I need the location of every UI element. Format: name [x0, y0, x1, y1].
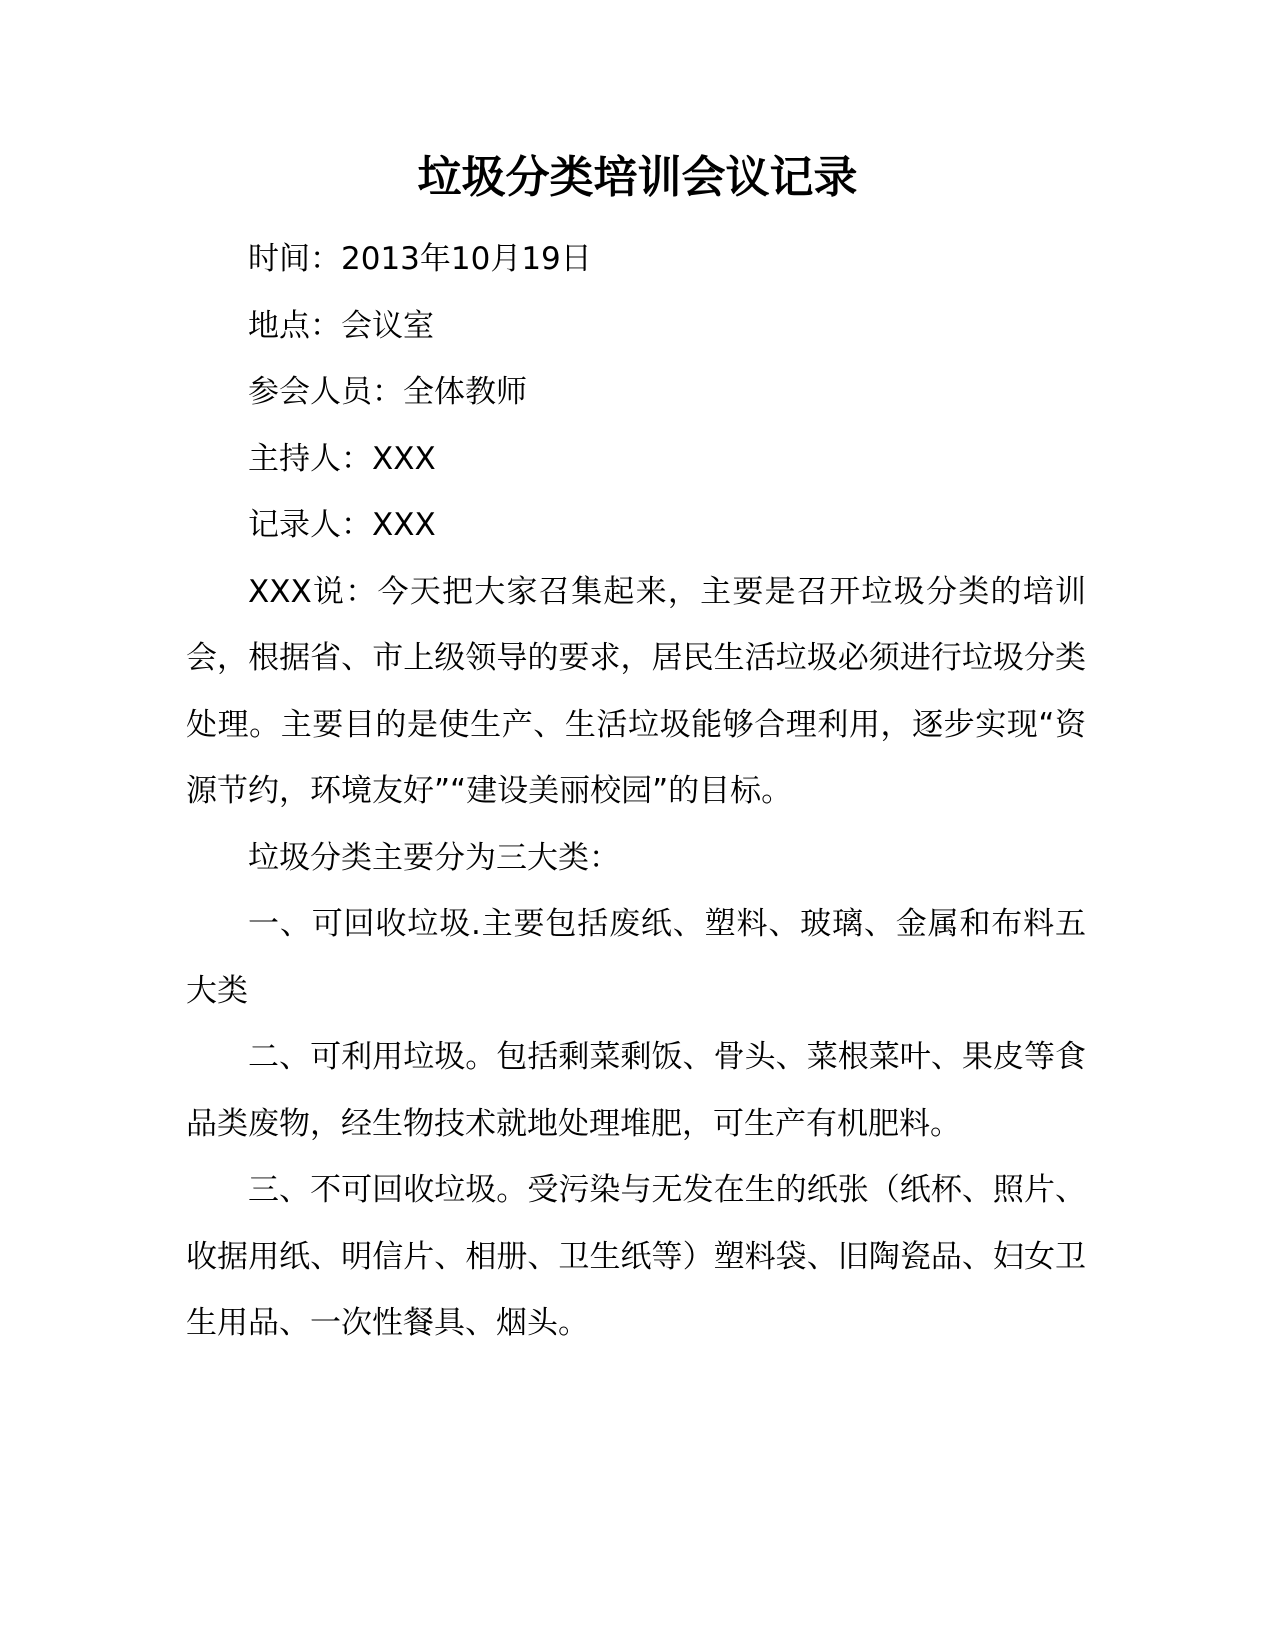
meeting-attendees: 参会人员：全体教师: [248, 374, 527, 410]
meeting-recorder: 记录人：XXX: [248, 507, 436, 543]
document-body: [186, 226, 1086, 1357]
category-non-recyclable: 三、不可回收垃圾。受污染与无发在生的纸张（纸杯、照片、收据用纸、明信片、相册、卫生纸等）塑料袋、旧陶瓷品、妇女卫生用品、一次性餐具、烟头。: [186, 1172, 1086, 1341]
document-title: 垃圾分类培训会议记录: [417, 152, 858, 203]
meeting-time: 时间：2013年10月19日: [248, 241, 592, 277]
category-usable: 二、可利用垃圾。包括剩菜剩饭、骨头、菜根菜叶、果皮等食品类废物，经生物技术就地处理堆肥，可生产有机肥料。: [186, 1039, 1086, 1142]
intro-paragraph: XXX说：今天把大家召集起来，主要是召开垃圾分类的培训会，根据省、市上级领导的要求，居民生活垃圾必须进行垃圾分类处理。主要目的是使生产、生活垃圾能够合理利用，逐步实现“资源节约，环境友好”“建设美丽校园”的目标。: [186, 573, 1086, 809]
categories-heading: 垃圾分类主要分为三大类：: [248, 839, 620, 876]
meeting-place: 地点：会议室: [248, 307, 434, 344]
meeting-host: 主持人：XXX: [248, 440, 436, 477]
category-recyclable: 一、可回收垃圾.主要包括废纸、塑料、玻璃、金属和布料五大类: [186, 906, 1086, 1009]
